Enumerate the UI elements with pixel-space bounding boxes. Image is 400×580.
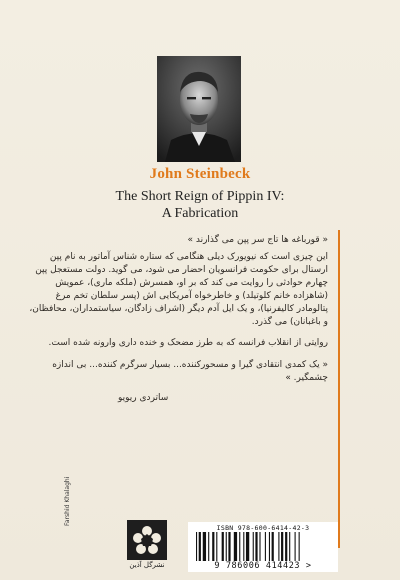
book-title-line-1: The Short Reign of Pippin IV: [115, 189, 285, 204]
review-attribution: ساتردی ریویو [118, 393, 169, 403]
isbn-barcode [188, 522, 338, 572]
blurb-summary: روایتی از انقلاب فرانسه که به طرز مضحک و خنده داری وارونه شده است. [48, 338, 328, 348]
publisher-logo [118, 520, 176, 576]
blurb-line: چهارم حوادثی را روایت می کند که بر او، همسرش (ملکه ماری)، عمویش [55, 278, 328, 288]
barcode-bars [196, 532, 330, 561]
book-title-line-2: A Fabrication [161, 206, 239, 221]
barcode-number: 9 786006 414423 > [214, 561, 312, 571]
review-quote-line: « یک کمدی انتقادی گیرا و مسحورکننده... بسیار سرگرم کننده... بی اندازه [52, 360, 328, 370]
review-quote-line: چشمگیر. » [285, 373, 328, 383]
designer-credit: Farshid Khalaghi [64, 476, 71, 526]
author-name: John Steinbeck [149, 166, 251, 182]
flower-logo-icon [127, 520, 167, 560]
isbn-label: ISBN 978-600-6414-42-3 [216, 524, 310, 532]
blurb-line: و باغبانان) می گذرد. [251, 317, 328, 327]
blurb-line: پتالومادر کالیفرنیا)، و یک ایل آدم دیگر (اشراف زادگان، سیاستمداران، محافظان، [29, 304, 328, 314]
accent-rule [338, 230, 340, 548]
blurb-headline: « قورباغه ها تاج سر پپن می گذارند » [187, 235, 328, 245]
blurb-line: (شاهزاده خانم کلوتیلد) و خاطرخواه آمریکایی اش (پسر سلطان تخم مرغ [55, 291, 328, 301]
blurb-line: این چیزی است که نیویورک دیلی هنگامی که ستاره شناس آماتور به نام پپن [49, 252, 328, 262]
blurb-line: ارستال برای حکومت فرانسویان احضار می شود، می گوید. دولت مستعجل پپن [35, 265, 328, 275]
publisher-name: نشرگل آذین [129, 561, 165, 569]
author-portrait [157, 56, 241, 162]
